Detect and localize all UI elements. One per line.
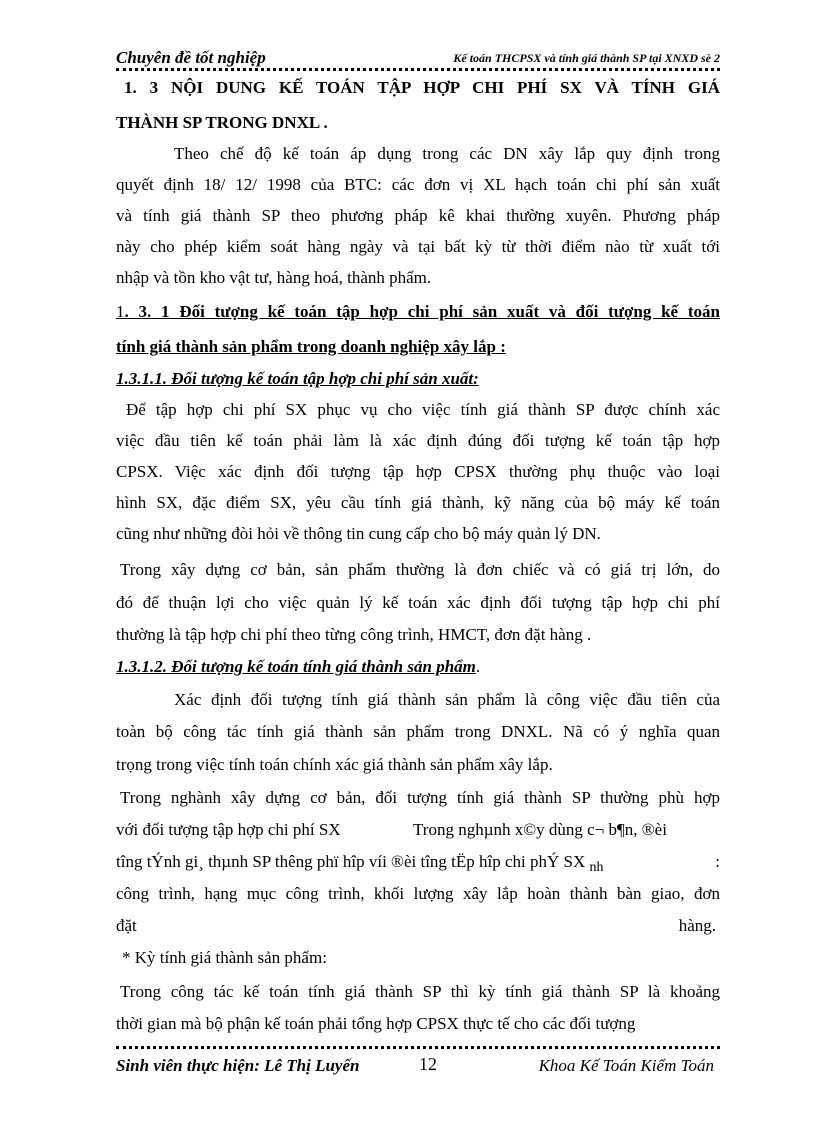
heading-text: . 3. 1 Đối tượng kế toán tập hợp chi phí sản xuất và đối tượng kế toán bbox=[124, 302, 720, 321]
para1-line: và tính giá thành SP theo phương pháp kê khai thường xuyên. Phương pháp bbox=[116, 206, 720, 225]
heading-1-3-1-line2: tính giá thành sản phẩm trong doanh nghiệp xây lắp : bbox=[116, 337, 506, 356]
para5-text: với đối tượng tập hợp chi phí SX bbox=[116, 820, 341, 839]
para5-text: đặt bbox=[116, 916, 137, 935]
para6-line: Trong công tác kế toán tính giá thành SP thì kỳ tính giá thành SP là khoảng bbox=[120, 982, 720, 1001]
para2-line: việc đầu tiên kế toán phải làm là xác định đúng đối tượng kế toán tập hợp bbox=[116, 431, 720, 450]
para5-line: Trong nghành xây dựng cơ bản, đối tượng tính giá thành SP thường phù hợp bbox=[120, 788, 720, 807]
para5-colon: : bbox=[715, 852, 720, 871]
para4-line: trọng trong việc tính toán chính xác giá thành sản phẩm xây lắp. bbox=[116, 755, 553, 774]
para2-line: cũng như những đòi hỏi về thông tin cung cấp cho bộ máy quản lý DN. bbox=[116, 524, 601, 543]
footer-author: Sinh viên thực hiện: Lê Thị Luyến bbox=[116, 1056, 360, 1075]
para3-line: thường là tập hợp chi phí theo từng công trình, HMCT, đơn đặt hàng . bbox=[116, 625, 592, 644]
para4-line: Xác định đối tượng tính giá thành sản phẩm là công việc đầu tiên của bbox=[174, 690, 720, 709]
para5-line bbox=[116, 852, 720, 874]
heading-number: 1 bbox=[116, 302, 125, 321]
para5-sub: nh bbox=[589, 860, 604, 875]
para5-garbled: Trong nghµnh x©y dùng c¬ b¶n, ®èi bbox=[413, 820, 667, 839]
para6-line: thời gian mà bộ phận kế toán phải tổng hợp CPSX thực tế cho các đối tượng bbox=[116, 1014, 636, 1033]
para1-line: này cho phép kiểm soát hàng ngày và tại bất kỳ từ thời điểm nào từ xuất tới bbox=[116, 237, 720, 256]
footer-dept: Khoa Kế Toán Kiểm Toán bbox=[538, 1056, 714, 1075]
para5-line bbox=[116, 820, 720, 840]
page-footer bbox=[116, 1046, 720, 1076]
heading-1-3-1-line1 bbox=[116, 302, 720, 322]
heading-1-3-1-2 bbox=[116, 657, 720, 677]
para3-line: đó để thuận lợi cho việc quản lý kế toán xác định đối tượng tập hợp chi phí bbox=[116, 593, 720, 612]
header-left: Chuyên đề tốt nghiệp bbox=[116, 48, 266, 67]
section-title-line1: 1. 3 NỘI DUNG KẾ TOÁN TẬP HỢP CHI PHÍ SX VÀ TÍNH GIÁ bbox=[124, 78, 720, 97]
para5-text: hàng. bbox=[678, 916, 716, 935]
para2-line: hình SX, đặc điểm SX, yêu cầu tính giá thành, kỹ năng của bộ máy kế toán bbox=[116, 493, 720, 512]
para5-line bbox=[116, 916, 720, 936]
para1-line: nhập và tồn kho vật tư, hàng hoá, thành phẩm. bbox=[116, 268, 432, 287]
heading-1-3-1-2-text: 1.3.1.2. Đối tượng kế toán tính giá thành sản phẩm bbox=[116, 657, 476, 676]
heading-1-3-1-1: 1.3.1.1. Đối tượng kế toán tập hợp chi phí sản xuất: bbox=[116, 369, 479, 388]
footer-divider bbox=[116, 1046, 720, 1049]
para2-line: Để tập hợp chi phí SX phục vụ cho việc tính giá thành SP được chính xác bbox=[126, 400, 720, 419]
para1-line: quyết định 18/ 12/ 1998 của BTC: các đơn vị XL hạch toán chi phí sản xuất bbox=[116, 175, 720, 194]
page-number: 12 bbox=[419, 1054, 437, 1074]
para3-line: Trong xây dựng cơ bản, sản phẩm thường là đơn chiếc và có giá trị lớn, do bbox=[120, 560, 720, 579]
para5-line: công trình, hạng mục công trình, khối lượng xây lắp hoàn thành bàn giao, đơn bbox=[116, 884, 720, 903]
header-divider bbox=[116, 68, 720, 71]
para1-line: Theo chế độ kế toán áp dụng trong các DN xây lắp quy định trong bbox=[174, 144, 720, 163]
para4-line: toàn bộ công tác tính giá thành sản phẩm trong DNXL. Nã có ý nghĩa quan bbox=[116, 722, 720, 741]
header-right: Kế toán THCPSX và tính giá thành SP tại XNXD sè 2 bbox=[453, 51, 720, 65]
heading-1-3-1-2-tail: . bbox=[475, 657, 481, 676]
page-header bbox=[116, 48, 720, 72]
section-title-line2: THÀNH SP TRONG DNXL . bbox=[116, 113, 328, 132]
para2-line: CPSX. Việc xác định đối tượng tập hợp CPSX thường phụ thuộc vào loại bbox=[116, 462, 720, 481]
para5-garbled: tîng tÝnh gi¸ thµnh SP thêng phï hîp víi ®èi tîng tËp hîp chi phÝ SX bbox=[116, 852, 586, 871]
ky-tinh-heading: * Kỳ tính giá thành sản phẩm: bbox=[122, 948, 327, 967]
